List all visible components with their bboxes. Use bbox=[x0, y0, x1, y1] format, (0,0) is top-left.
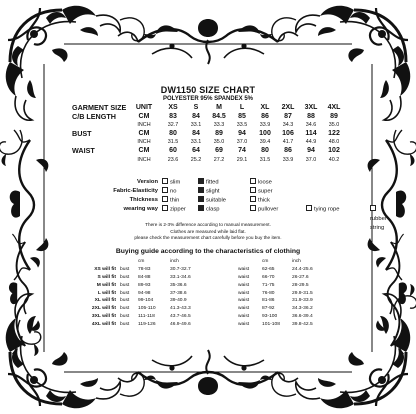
size-table-row bbox=[72, 156, 362, 165]
header-size: 4XL bbox=[327, 104, 341, 111]
guide-inch-range: 30.7-32.7 bbox=[170, 266, 191, 272]
empty-box-icon bbox=[162, 187, 168, 193]
row-unit: CM bbox=[138, 146, 150, 154]
size-value: 89 bbox=[215, 129, 223, 137]
attribute-option-text: tying rope bbox=[314, 206, 340, 213]
guide-cm-range: 87-92 bbox=[262, 306, 275, 312]
guide-measure: bust bbox=[120, 290, 130, 296]
attribute-row bbox=[80, 187, 380, 196]
attribute-row bbox=[80, 178, 380, 187]
size-value: 74 bbox=[238, 146, 246, 154]
attribute-option-text: thin bbox=[170, 197, 180, 204]
attribute-option-text: pullover bbox=[258, 206, 279, 213]
guide-unit-header bbox=[84, 258, 364, 266]
guide-cm-range: 94-98 bbox=[138, 290, 151, 296]
guide-fit-label: XL will fit bbox=[94, 298, 116, 304]
size-value: 94 bbox=[307, 146, 315, 154]
header-size: XS bbox=[168, 104, 178, 111]
attribute-option-text: suitable bbox=[206, 197, 226, 204]
row-measure-label: WAIST bbox=[72, 145, 95, 155]
attribute-row bbox=[80, 196, 380, 205]
attribute-label: Version bbox=[137, 179, 158, 185]
size-value: 88 bbox=[307, 112, 315, 120]
attribute-option bbox=[306, 205, 339, 215]
guide-cm-range: 71-75 bbox=[262, 282, 275, 288]
guide-measure: waist bbox=[238, 298, 250, 304]
attribute-option-text: slight bbox=[206, 188, 220, 195]
guide-unit-inch: inch bbox=[292, 259, 301, 264]
size-value: 106 bbox=[282, 129, 294, 137]
header-size: 2XL bbox=[281, 104, 295, 111]
size-value: 33.9 bbox=[259, 122, 271, 129]
size-value: 33.1 bbox=[190, 122, 202, 129]
guide-cm-range: 101-108 bbox=[262, 322, 280, 328]
size-value: 23.6 bbox=[167, 156, 179, 163]
header-size: M bbox=[216, 104, 222, 111]
size-value: 48.0 bbox=[328, 139, 340, 146]
size-value: 27.2 bbox=[213, 156, 225, 163]
size-value: 85 bbox=[238, 112, 246, 120]
size-value: 37.0 bbox=[305, 156, 317, 163]
guide-inch-range: 29.9-31.5 bbox=[292, 290, 313, 296]
size-value: 39.4 bbox=[259, 139, 271, 146]
guide-row bbox=[84, 313, 364, 321]
guide-fit-label: S will fit bbox=[97, 274, 116, 280]
guide-measure: bust bbox=[120, 266, 130, 272]
size-value: 35.0 bbox=[213, 139, 225, 146]
header-size: 3XL bbox=[304, 104, 318, 111]
guide-inch-range: 35-36.6 bbox=[170, 282, 187, 288]
size-value: 40.2 bbox=[328, 156, 340, 163]
guide-inch-range: 31.9-33.9 bbox=[292, 298, 313, 304]
size-value: 37.0 bbox=[236, 139, 248, 146]
size-table bbox=[72, 104, 362, 164]
guide-measure: waist bbox=[238, 274, 250, 280]
guide-cm-range: 78-83 bbox=[138, 266, 151, 272]
size-value: 83 bbox=[169, 112, 177, 120]
size-value: 34.3 bbox=[282, 122, 294, 129]
guide-inch-range: 39.8-42.5 bbox=[292, 322, 313, 328]
guide-row bbox=[84, 266, 364, 274]
guide-inch-range: 28-29.5 bbox=[292, 282, 309, 288]
size-value: 102 bbox=[328, 146, 340, 154]
size-value: 87 bbox=[284, 112, 292, 120]
guide-inch-range: 34.3-36.2 bbox=[292, 306, 313, 312]
size-value: 69 bbox=[215, 146, 223, 154]
guide-cm-range: 93-100 bbox=[262, 314, 278, 320]
guide-measure: bust bbox=[120, 314, 130, 320]
empty-box-icon bbox=[162, 178, 168, 184]
checked-box-icon bbox=[198, 178, 204, 184]
size-value: 84.5 bbox=[212, 112, 226, 120]
guide-cm-range: 111-118 bbox=[138, 314, 155, 320]
size-table-row bbox=[72, 130, 362, 139]
size-value: 35.0 bbox=[328, 122, 340, 129]
guide-inch-range: 46.9-49.6 bbox=[170, 322, 191, 328]
size-value: 34.6 bbox=[305, 122, 317, 129]
guide-row bbox=[84, 297, 364, 305]
size-value: 64 bbox=[192, 146, 200, 154]
empty-box-icon bbox=[250, 205, 256, 211]
guide-inch-range: 26-27.6 bbox=[292, 274, 309, 280]
guide-measure: waist bbox=[238, 290, 250, 296]
size-value: 84 bbox=[192, 112, 200, 120]
buying-guide-title: Buying guide according to the characteristics of clothing bbox=[115, 248, 301, 255]
size-value: 114 bbox=[305, 129, 317, 137]
attribute-option-text: fitted bbox=[206, 179, 219, 186]
row-unit: CM bbox=[138, 112, 150, 120]
checked-box-icon bbox=[198, 205, 204, 211]
guide-fit-label: 2XL will fit bbox=[91, 306, 116, 312]
guide-measure: bust bbox=[120, 298, 130, 304]
attribute-label: Thickness bbox=[129, 197, 158, 203]
chart-title: DW1150 SIZE CHART bbox=[160, 85, 256, 95]
row-unit: CM bbox=[138, 129, 150, 137]
size-value: 29.1 bbox=[236, 156, 248, 163]
guide-unit-cm: cm bbox=[138, 259, 145, 264]
size-value: 32.7 bbox=[167, 122, 179, 129]
attribute-option bbox=[198, 205, 220, 215]
guide-fit-label: 3XL will fit bbox=[91, 314, 116, 320]
guide-cm-range: 89-93 bbox=[138, 282, 151, 288]
attribute-option-text: rubber string bbox=[370, 215, 387, 231]
guide-cm-range: 99-104 bbox=[138, 298, 154, 304]
guide-cm-range: 76-80 bbox=[262, 290, 275, 296]
size-value: 31.5 bbox=[167, 139, 179, 146]
guide-measure: waist bbox=[238, 306, 250, 312]
header-garment-size: GARMENT SIZE bbox=[72, 103, 127, 112]
row-unit: INCH bbox=[137, 156, 151, 163]
row-measure-label: C/B LENGTH bbox=[72, 111, 116, 121]
guide-inch-range: 24.4-25.6 bbox=[292, 266, 313, 272]
guide-unit-cm: cm bbox=[262, 259, 269, 264]
size-value: 86 bbox=[284, 146, 292, 154]
size-value: 44.9 bbox=[305, 139, 317, 146]
attribute-option bbox=[250, 205, 278, 215]
size-table-row bbox=[72, 138, 362, 147]
guide-cm-range: 84-88 bbox=[138, 274, 151, 280]
header-size: S bbox=[193, 104, 199, 111]
guide-fit-label: 4XL will fit bbox=[91, 322, 116, 328]
empty-box-icon bbox=[250, 178, 256, 184]
attribute-label: Fabric-Elasticity bbox=[113, 188, 158, 194]
size-value: 100 bbox=[259, 129, 271, 137]
guide-measure: bust bbox=[120, 306, 130, 312]
guide-inch-range: 39-40.9 bbox=[170, 298, 187, 304]
attribute-option-text: zipper bbox=[170, 206, 186, 213]
guide-row bbox=[84, 282, 364, 290]
empty-box-icon bbox=[370, 205, 376, 211]
attribute-option-text: slim bbox=[170, 179, 181, 186]
guide-cm-range: 62-65 bbox=[262, 266, 275, 272]
material-line: POLYESTER 95% SPANDEX 5% bbox=[162, 96, 254, 102]
header-unit: UNIT bbox=[135, 104, 153, 111]
guide-measure: waist bbox=[238, 314, 250, 320]
size-value: 25.2 bbox=[190, 156, 202, 163]
attribute-label: wearing way bbox=[123, 206, 158, 212]
attribute-option-text: super bbox=[258, 188, 273, 195]
note-line: please check the measurement chart carefully before you buy the item. bbox=[134, 235, 282, 241]
guide-cm-range: 119-126 bbox=[138, 322, 156, 328]
guide-inch-range: 37-38.6 bbox=[170, 290, 187, 296]
size-value: 33.1 bbox=[190, 139, 202, 146]
measurement-notes bbox=[0, 222, 416, 242]
attribute-option-text: thick bbox=[258, 197, 270, 204]
guide-inch-range: 41.3-43.3 bbox=[170, 306, 191, 312]
guide-row bbox=[84, 321, 364, 329]
row-measure-label: BUST bbox=[72, 128, 92, 138]
guide-inch-range: 43.7-46.5 bbox=[170, 314, 191, 320]
size-value: 60 bbox=[169, 146, 177, 154]
empty-box-icon bbox=[162, 196, 168, 202]
size-value: 84 bbox=[192, 129, 200, 137]
attribute-option bbox=[162, 205, 186, 215]
guide-measure: waist bbox=[238, 266, 250, 272]
guide-fit-label: L will fit bbox=[97, 290, 116, 296]
checked-box-icon bbox=[198, 196, 204, 202]
size-value: 33.3 bbox=[213, 122, 225, 129]
row-unit: INCH bbox=[137, 122, 151, 129]
attribute-option-text: clasp bbox=[206, 206, 220, 213]
size-value: 33.5 bbox=[236, 122, 248, 129]
guide-unit-inch: inch bbox=[170, 259, 179, 264]
size-value: 33.9 bbox=[282, 156, 294, 163]
checked-box-icon bbox=[198, 187, 204, 193]
guide-cm-range: 81-86 bbox=[262, 298, 275, 304]
guide-measure: waist bbox=[238, 322, 250, 328]
size-value: 94 bbox=[238, 129, 246, 137]
size-value: 80 bbox=[169, 129, 177, 137]
empty-box-icon bbox=[162, 205, 168, 211]
header-size: L bbox=[239, 104, 245, 111]
guide-inch-range: 33.1-34.6 bbox=[170, 274, 191, 280]
empty-box-icon bbox=[306, 205, 312, 211]
attribute-option-text: no bbox=[170, 188, 177, 195]
guide-measure: bust bbox=[120, 322, 130, 328]
size-value: 31.5 bbox=[259, 156, 271, 163]
guide-measure: waist bbox=[238, 282, 250, 288]
attribute-option-text: loose bbox=[258, 179, 272, 186]
size-table-row bbox=[72, 121, 362, 130]
guide-cm-range: 66-70 bbox=[262, 274, 275, 280]
size-value: 122 bbox=[328, 129, 340, 137]
guide-measure: bust bbox=[120, 282, 130, 288]
guide-measure: bust bbox=[120, 274, 130, 280]
guide-inch-range: 36.6-39.4 bbox=[292, 314, 313, 320]
buying-guide-table bbox=[84, 258, 364, 329]
empty-box-icon bbox=[250, 196, 256, 202]
size-table-row bbox=[72, 147, 362, 156]
note-line: Clothes are measured while laid flat. bbox=[170, 228, 246, 234]
empty-box-icon bbox=[250, 187, 256, 193]
guide-row bbox=[84, 274, 364, 282]
guide-cm-range: 105-110 bbox=[138, 306, 156, 312]
size-value: 41.7 bbox=[282, 139, 294, 146]
header-size: XL bbox=[260, 104, 270, 111]
note-line: There is 2-3% difference according to manual measurement. bbox=[145, 222, 271, 227]
guide-row bbox=[84, 305, 364, 313]
size-value: 86 bbox=[261, 112, 269, 120]
guide-fit-label: M will fit bbox=[96, 282, 116, 288]
size-table-row bbox=[72, 113, 362, 122]
guide-row bbox=[84, 290, 364, 298]
row-unit: INCH bbox=[137, 139, 151, 146]
size-value: 80 bbox=[261, 146, 269, 154]
guide-fit-label: XS will fit bbox=[94, 266, 116, 272]
size-value: 89 bbox=[330, 112, 338, 120]
